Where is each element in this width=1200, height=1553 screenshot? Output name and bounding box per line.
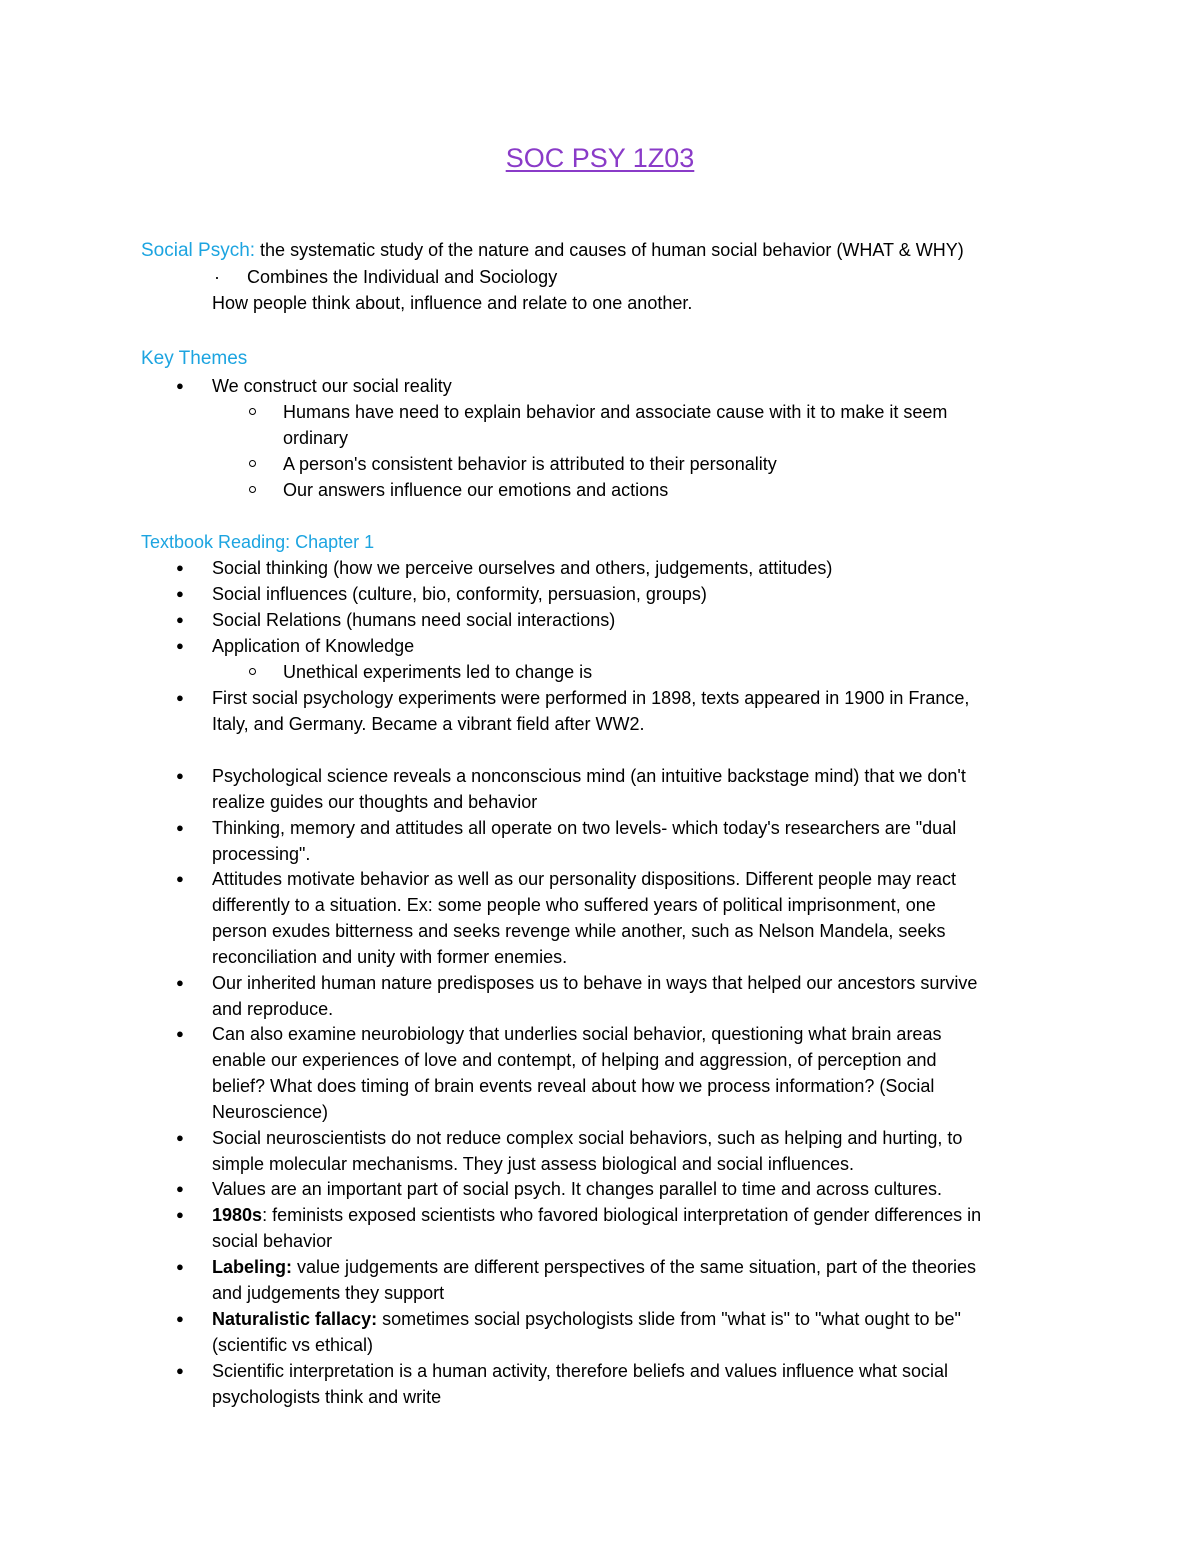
list-item-text: Social influences (culture, bio, conformity, persuasion, groups): [212, 584, 707, 604]
bullet-icon: ●: [176, 768, 184, 783]
list-item-continuation: simple molecular mechanisms. They just assess biological and social influences.: [212, 1154, 854, 1174]
list-item-text: Can also examine neurobiology that underlies social behavior, questioning what brain areas: [212, 1024, 942, 1044]
page-title: SOC PSY 1Z03: [505, 143, 695, 173]
intro-term: Social Psych:: [141, 240, 256, 261]
list-item-text: Humans have need to explain behavior and associate cause with it to make it seem: [283, 402, 948, 422]
list-item-continuation: person exudes bitterness and seeks revenge while another, such as Nelson Mandela, seeks: [212, 921, 946, 941]
term-naturalistic-fallacy: Naturalistic fallacy:: [212, 1309, 378, 1329]
bullet-icon: ●: [176, 871, 184, 886]
list-item-text: Our inherited human nature predisposes us to behave in ways that helped our ancestors survive: [212, 973, 978, 993]
bullet-icon: ●: [176, 560, 184, 575]
bullet-icon: ●: [176, 975, 184, 990]
list-item-text: Social Relations (humans need social interactions): [212, 610, 616, 630]
list-item-text: [212, 1202, 981, 1228]
bullet-icon: ●: [176, 1363, 184, 1378]
bullet-icon: ●: [176, 586, 184, 601]
list-item-continuation: enable our experiences of love and contempt, of helping and aggression, of perception and: [212, 1050, 937, 1070]
key-themes-heading: Key Themes: [141, 348, 248, 369]
intro-definition-line: [141, 237, 964, 264]
intro-sub1: Combines the Individual and Sociology: [247, 267, 558, 287]
list-item-continuation: (scientific vs ethical): [212, 1335, 374, 1355]
bullet-icon: ●: [176, 1259, 184, 1274]
list-item-continuation: reconciliation and unity with former enemies.: [212, 947, 568, 967]
list-item-text: Social thinking (how we perceive ourselves and others, judgements, attitudes): [212, 558, 833, 578]
list-item-text: First social psychology experiments were performed in 1898, texts appeared in 1900 in France,: [212, 688, 970, 708]
bullet-icon: ●: [176, 1207, 184, 1222]
bullet-icon: ●: [176, 638, 184, 653]
list-item-continuation: Italy, and Germany. Became a vibrant field after WW2.: [212, 714, 645, 734]
list-item-continuation: ordinary: [283, 428, 349, 448]
list-item-continuation: realize guides our thoughts and behavior: [212, 792, 538, 812]
bullet-icon: ●: [176, 820, 184, 835]
list-item-continuation: social behavior: [212, 1231, 333, 1251]
list-item-continuation: processing".: [212, 844, 311, 864]
term-definition: sometimes social psychologists slide from "what is" to "what ought to be": [377, 1309, 961, 1329]
bullet-icon: ●: [176, 612, 184, 627]
term-labeling: Labeling:: [212, 1257, 292, 1277]
intro-sub2: How people think about, influence and relate to one another.: [212, 293, 693, 313]
list-item-text: A person's consistent behavior is attributed to their personality: [283, 454, 777, 474]
list-item-text: Application of Knowledge: [212, 636, 415, 656]
list-item-continuation: Neuroscience): [212, 1102, 329, 1122]
bullet-icon: ●: [176, 1026, 184, 1041]
list-item-text: Attitudes motivate behavior as well as our personality dispositions. Different people may react: [212, 869, 957, 889]
hollow-bullet-icon: [249, 668, 256, 675]
hollow-bullet-icon: [249, 486, 256, 493]
list-item-text: We construct our social reality: [212, 376, 452, 396]
list-item-text: Our answers influence our emotions and actions: [283, 480, 669, 500]
term-definition: : feminists exposed scientists who favored biological interpretation of gender differences in: [262, 1205, 982, 1225]
list-item-text: Values are an important part of social psych. It changes parallel to time and across cultures.: [212, 1179, 943, 1199]
list-item-continuation: differently to a situation. Ex: some people who suffered years of political imprisonment, one: [212, 895, 936, 915]
term-definition: value judgements are different perspectives of the same situation, part of the theories: [292, 1257, 977, 1277]
intro-dot: ·: [214, 267, 220, 287]
bullet-icon: ●: [176, 1181, 184, 1196]
bullet-icon: ●: [176, 378, 184, 393]
list-item-text: [212, 1306, 961, 1332]
list-item-continuation: and reproduce.: [212, 999, 334, 1019]
list-item-continuation: and judgements they support: [212, 1283, 445, 1303]
hollow-bullet-icon: [249, 408, 256, 415]
bullet-icon: ●: [176, 690, 184, 705]
list-item-text: Social neuroscientists do not reduce complex social behaviors, such as helping and hurting, to: [212, 1128, 963, 1148]
bullet-icon: ●: [176, 1311, 184, 1326]
hollow-bullet-icon: [249, 460, 256, 467]
term-1980s: 1980s: [212, 1205, 263, 1225]
list-item-continuation: belief? What does timing of brain events reveal about how we process information? (Social: [212, 1076, 935, 1096]
list-item-text: Thinking, memory and attitudes all operate on two levels- which today's researchers are "dual: [212, 818, 957, 838]
list-item-text: Scientific interpretation is a human activity, therefore beliefs and values influence what social: [212, 1361, 949, 1381]
reading-heading: Textbook Reading: Chapter 1: [141, 532, 375, 552]
list-item-text: Unethical experiments led to change is: [283, 662, 593, 682]
bullet-icon: ●: [176, 1130, 184, 1145]
list-item-continuation: psychologists think and write: [212, 1387, 442, 1407]
list-item-text: Psychological science reveals a nonconscious mind (an intuitive backstage mind) that we don't: [212, 766, 966, 786]
list-item-text: [212, 1254, 976, 1280]
intro-definition: the systematic study of the nature and causes of human social behavior (WHAT & WHY): [255, 240, 964, 260]
